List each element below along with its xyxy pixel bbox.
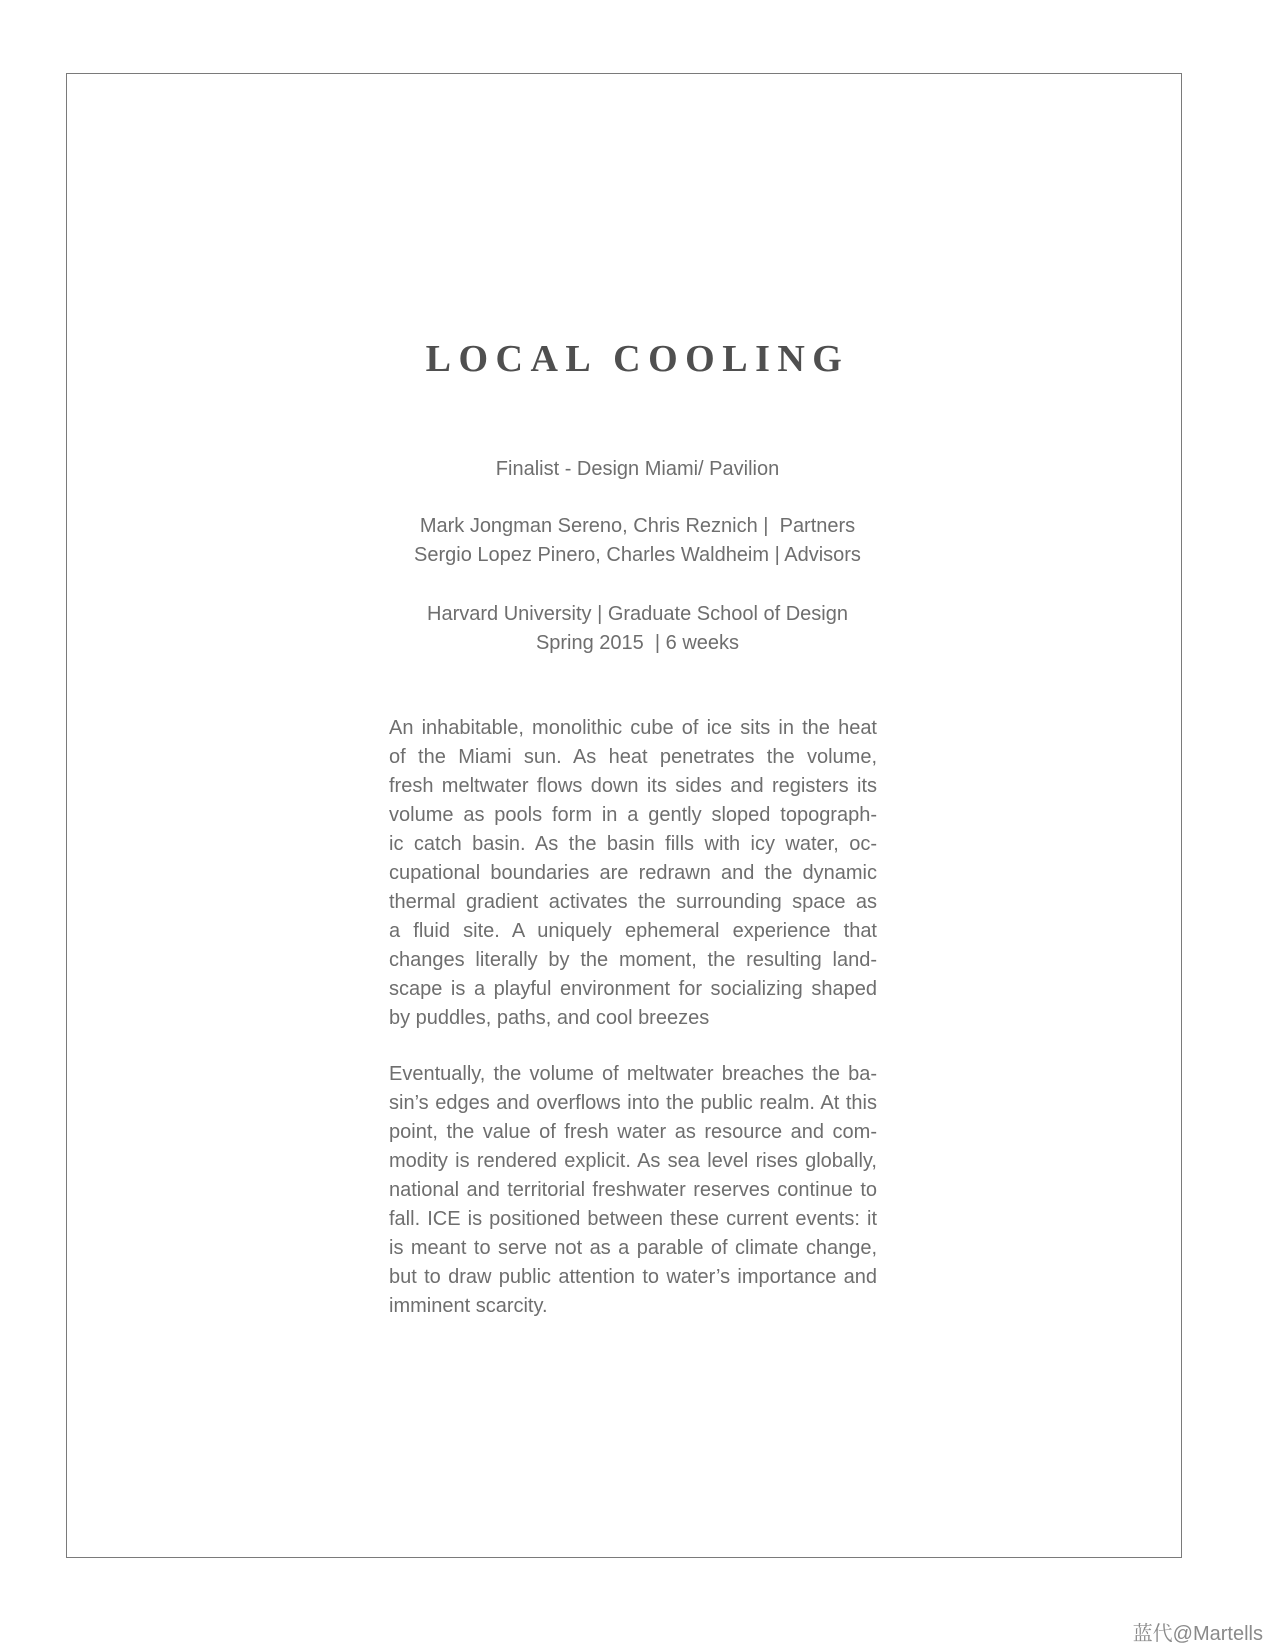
paragraph-line: fall. ICE is positioned between these current events: it: [389, 1208, 877, 1230]
paragraph-line: a fluid site. A uniquely ephemeral experience that: [389, 920, 877, 942]
paragraph-line: thermal gradient activates the surrounding space as: [389, 891, 877, 913]
paragraph-line: point, the value of fresh water as resource and com-: [389, 1121, 877, 1143]
paragraph-line: changes literally by the moment, the resulting land-: [389, 949, 877, 971]
institution-line: Harvard University | Graduate School of Design: [427, 603, 848, 625]
paragraph-line: An inhabitable, monolithic cube of ice sits in the heat: [389, 717, 877, 739]
paragraph-line: sin’s edges and overflows into the public realm. At this: [389, 1092, 877, 1114]
award-text: Finalist - Design Miami/ Pavilion: [495, 458, 780, 480]
description-paragraph-1: [389, 714, 877, 1033]
paragraph-line: by puddles, paths, and cool breezes: [389, 1007, 710, 1029]
award-line: [0, 455, 1275, 484]
paragraph-line: fresh meltwater flows down its sides and registers its: [389, 775, 877, 797]
paragraph-line: imminent scarcity.: [389, 1295, 548, 1317]
page-title: LOCAL COOLING: [425, 338, 850, 380]
paragraph-line: is meant to serve not as a parable of climate change,: [389, 1237, 877, 1259]
term-line: Spring 2015 | 6 weeks: [535, 632, 740, 654]
paragraph-line: national and territorial freshwater reserves continue to: [389, 1179, 877, 1201]
paragraph-line: volume as pools form in a gently sloped topograph-: [389, 804, 877, 826]
advisors-line: Sergio Lopez Pinero, Charles Waldheim | Advisors: [414, 544, 861, 566]
credits-block: [0, 512, 1275, 570]
paragraph-line: Eventually, the volume of meltwater breaches the ba-: [389, 1063, 877, 1085]
paragraph-line: of the Miami sun. As heat penetrates the volume,: [389, 746, 877, 768]
institution-block: [0, 600, 1275, 658]
paragraph-line: cupational boundaries are redrawn and the dynamic: [389, 862, 877, 884]
paragraph-line: ic catch basin. As the basin fills with icy water, oc-: [389, 833, 877, 855]
description-paragraph-2: [389, 1060, 877, 1321]
paragraph-line: modity is rendered explicit. As sea level rises globally,: [389, 1150, 877, 1172]
partners-line: Mark Jongman Sereno, Chris Reznich | Partners: [419, 515, 856, 537]
paragraph-line: scape is a playful environment for socializing shaped: [389, 978, 877, 1000]
watermark: 蓝代@Martells: [1132, 1623, 1263, 1645]
paragraph-line: but to draw public attention to water’s importance and: [389, 1266, 877, 1288]
